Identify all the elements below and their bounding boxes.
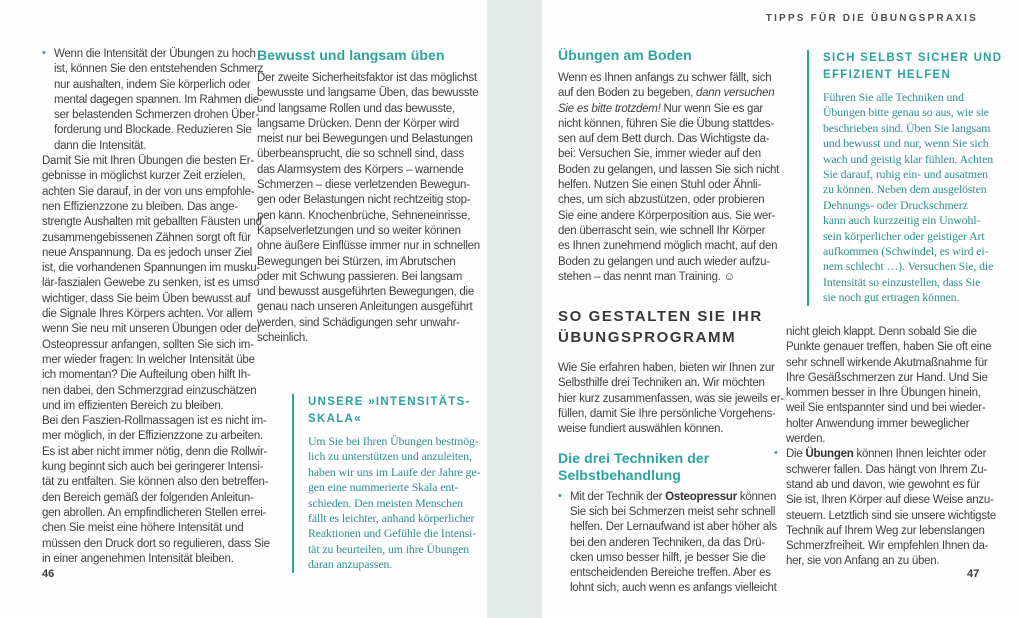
section-heading: Bewusst und langsam üben [257, 47, 445, 63]
list-item [42, 47, 264, 154]
list-item-text: Mit der Technik der Osteopressur können Sie sich bei Schmerzen meist sehr schnell helfen. Der Lernaufwand ist aber höher als bei den anderen Techniken, da das Drü- cken umso besser hilft, je besser Sie die entscheidenden Bereiche treffen. Aber es lohnt sich, auch wenn es anfangs vielleicht [570, 490, 777, 595]
bullet-icon: • [774, 447, 778, 460]
left-page-column-1 [42, 47, 270, 567]
info-box-heading: UNSERE »INTENSITÄTS- SKALA« [308, 396, 471, 425]
page-gutter-strip [487, 0, 542, 618]
bullet-icon: • [558, 489, 562, 502]
chapter-heading: SO GESTALTEN SIE IHR ÜBUNGSPROGRAMM [558, 308, 763, 347]
bullet-icon: • [42, 47, 46, 59]
page-number-left: 46 [42, 568, 55, 580]
running-head: TIPPS FÜR DIE ÜBUNGSPRAXIS [765, 13, 978, 24]
sub-heading: Die drei Techniken der Selbstbehandlung [558, 449, 710, 483]
page-number-right: 47 [967, 568, 980, 580]
list-item [774, 447, 1006, 569]
info-box-text: Um Sie bei Ihren Übungen bestmög- lich zu unterstützen und anzuleiten, haben wir uns im Laufe der Jahre ge- gen eine nummerierte Skala ent- schieden. Den meisten Menschen fällt es leichter, anhand körperlicher Reaktionen und Gefühle die Intensi- tät zu beurteilen, um ihre Übungen daran anzupassen. [308, 434, 481, 572]
info-box-text: Führen Sie alle Techniken und Übungen bitte genau so aus, wie sie beschrieben sind. Üben Sie langsam und bewusst und nur, wenn Sie sich wach und geistig klar fühlen. Achten Sie darauf, ruhig ein- und ausatmen zu können. Neben dem ausgelösten Dehnungs- oder Druckschmerz kann auch kurzzeitig ein Unwohl- sein körperlicher oder geistiger Art aufkommen (Schwindel, es wird ei- nem schlecht …). Versuchen Sie, die Intensität so einzustellen, dass Sie sie noch gut ertragen können. [823, 90, 994, 305]
left-page-column-2 [257, 47, 480, 346]
body-paragraph: Wenn es Ihnen anfangs zu schwer fällt, sich auf den Boden zu begeben, dann versuchen Sie es bitte trotzdem! Nur wenn Sie es gar nicht können, führen Sie die Übung stattdes- sen auf dem Bett durch. Das Wichtigste da- bei: Versuchen Sie, immer wieder auf den Boden zu gelangen, und lassen Sie sich nicht helfen. Nutzen Sie einen Stuhl oder Ähnli- ches, um sich abzustützen, oder probieren Sie eine andere Körperposition aus. Sie wer- den überrascht sein, wie schnell Ihr Körper es Ihnen zunehmend möglich macht, auf den Boden zu gelangen und auch wieder aufzu- stehen – das nennt man Training. ☺ [558, 72, 780, 283]
list-item [558, 490, 782, 597]
right-page-column-2 [774, 325, 1006, 570]
body-paragraph: nicht gleich klappt. Denn sobald Sie die Punkte genauer treffen, haben Sie oft eine sehr schnell wirkende Akutmaßnahme für Ihre Gesäßschmerzen zur Hand. Und Sie kommen besser in Ihre Übungen hinein, weil Sie entspannter sind und bei wieder- holter Anwendung immer beweglicher werden. [786, 326, 992, 446]
info-box-heading: SICH SELBST SICHER UND EFFIZIENT HELFEN [823, 52, 1003, 81]
intensity-scale-info-box [292, 394, 481, 573]
list-item-text: Die Übungen können Ihnen leichter oder schwerer fallen. Das hängt von Ihrem Zu- stand ab und davon, wie gewohnt es für Sie ist, Ihren Körper auf diese Weise anzu- steuern. Letztlich sind sie unsere wichtigste Technik auf Ihrem Weg zur lebenslangen Schmerzfreiheit. Wir empfehlen Ihnen da- her, sie von Anfang an zu üben. [786, 448, 996, 568]
body-paragraph: Der zweite Sicherheitsfaktor ist das möglichst bewusste und langsame Üben, das bewusste und langsame Rollen und das bewusste, langsame Drücken. Denn der Körper wird meist nur bei Bewegungen und Belastungen überbeansprucht, die so schnell sind, dass das Alarmsystem des Körpers – warnende Schmerzen – diese verletzenden Bewegun- gen oder Belastungen nicht rechtzeitig stop- pen kann. Knochenbrüche, Sehneneinrisse, Kapselverletzungen und so weiter können ohne äußere Einflüsse immer nur in schnellen Bewegungen bei Stürzen, im Abrutschen oder mit Schwung passieren. Bei langsam und bewusst ausgeführten Bewegungen, die genau nach unseren Anleitungen ausgeführt werden, sind Schädigungen sehr unwahr- scheinlich. [257, 72, 480, 345]
right-page-column-1 [558, 47, 782, 597]
section-heading: Übungen am Boden [558, 47, 692, 63]
body-paragraph: Damit Sie mit Ihren Übungen die besten Er- gebnisse in möglichst kurzer Zeit erzielen, achten Sie darauf, in der von uns empfohle- nen Effizienzzone zu bleiben. Das ange- strengte Aushalten mit geballten Fäusten und zusammengebissenen Zähnen sorgt oft für neue Anspannung. Da es jedoch unser Ziel ist, die vorhandenen Spannungen im musku- lär-faszialen Gewebe zu senken, ist es umso wichtiger, dass Sie beim Üben bewusst auf die Signale Ihres Körpers achten. Vor allem wenn Sie neu mit unseren Übungen oder der Osteopressur anfangen, sollten Sie sich im- mer wieder fragen: In welcher Intensität übe ich momentan? Die Aufteilung oben hilft Ih- nen dabei, den Schmerzgrad einzuschätzen und im effizienten Bereich zu bleiben. Bei den Faszien-Rollmassagen ist es nicht im- mer möglich, in der Effizienzzone zu arbeiten. Es ist aber nicht immer nötig, denn die Rollwir- kung beginnt sich auch bei geringerer Intensi- tät zu entfalten. Sie können also den betreffen- den Bereich gemäß der folgenden Anleitun- gen abrollen. An empfindlicheren Stellen errei- chen Sie meist eine höhere Intensität und müssen den Druck dort so regulieren, dass Sie in einer angenehmen Intensität bleiben. [42, 155, 270, 565]
body-paragraph: Wie Sie erfahren haben, bieten wir Ihnen zur Selbsthilfe drei Techniken an. Wir möchten hier kurz zusammenfassen, was sie jeweils er- füllen, damit Sie Ihre persönliche Vorgehens- weise fundiert auswählen können. [558, 362, 784, 436]
safety-info-box [807, 50, 1003, 306]
list-item-text: Wenn die Intensität der Übungen zu hoch ist, können Sie den entstehenden Schmerz nur aushalten, indem Sie körperlich oder mental dagegen spannen. Im Rahmen die- ser belastenden Schmerzen drohen Über- forderung und Blockade. Reduzieren Sie dann die Intensität. [54, 48, 264, 152]
